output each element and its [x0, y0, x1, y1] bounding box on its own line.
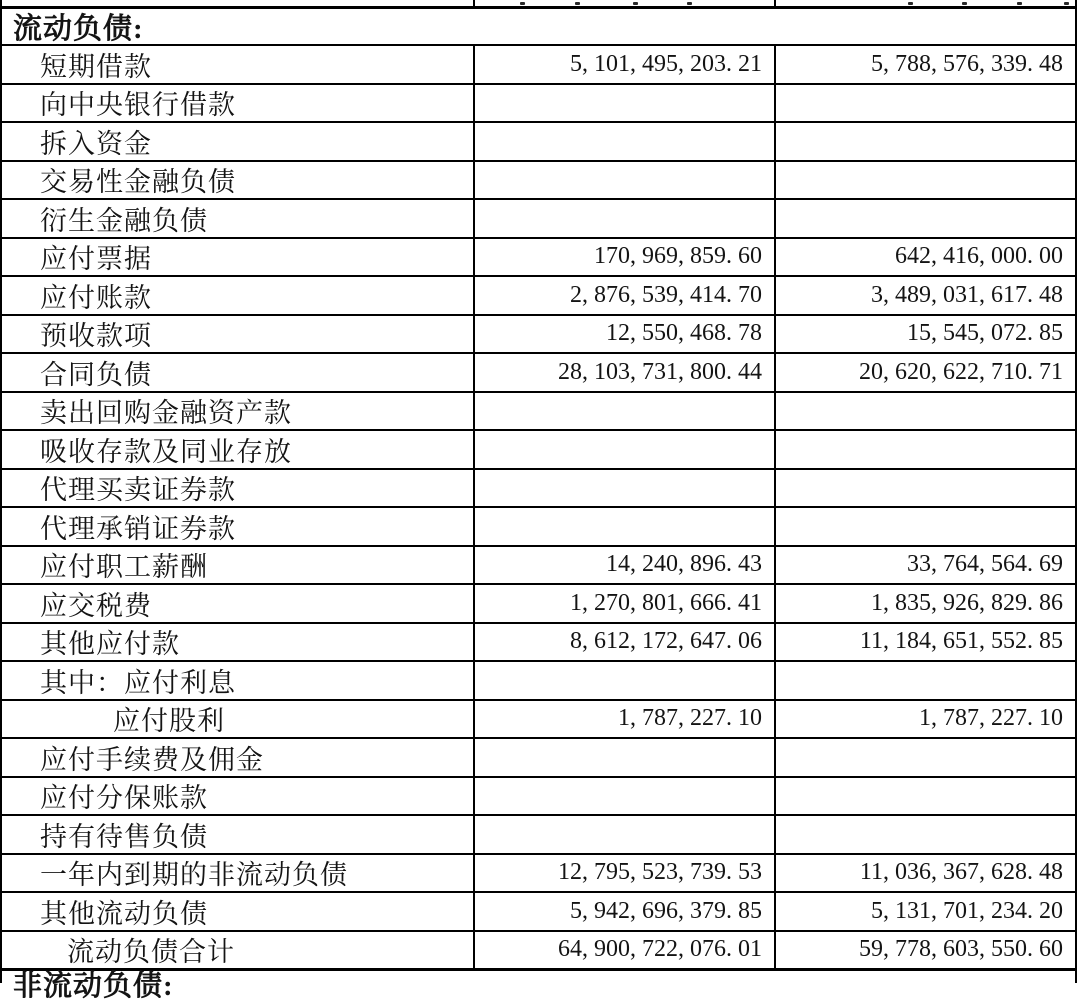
row-label: 一年内到期的非流动负债	[40, 860, 348, 891]
amount-col2	[774, 778, 1075, 815]
table-row	[2, 662, 1075, 701]
amount-col1	[473, 470, 774, 507]
table-row	[2, 701, 1075, 740]
amount-col1	[473, 816, 774, 853]
table-row	[2, 547, 1075, 586]
table-row	[2, 239, 1075, 278]
table-row	[2, 893, 1075, 932]
row-label: 合同负债	[40, 359, 152, 390]
amount-col1: 12, 795, 523, 739. 53	[473, 855, 774, 892]
amount-col1: 64, 900, 722, 076. 01	[473, 932, 774, 969]
table-row	[2, 624, 1075, 663]
amount-col2	[774, 200, 1075, 237]
row-label: 应付手续费及佣金	[40, 744, 264, 775]
table-row	[2, 816, 1075, 855]
amount-col2: 11, 184, 651, 552. 85	[774, 624, 1075, 661]
amount-col2	[774, 816, 1075, 853]
clipped-text-remnant	[520, 2, 525, 5]
row-label: 短期借款	[40, 51, 152, 82]
row-label: 持有待售负债	[40, 821, 208, 852]
table-row	[2, 277, 1075, 316]
amount-col2: 3, 489, 031, 617. 48	[774, 277, 1075, 314]
clipped-amount-cell-2	[774, 0, 1075, 6]
table-row	[2, 739, 1075, 778]
clipped-amount-cell-1	[473, 0, 774, 6]
amount-col2: 1, 835, 926, 829. 86	[774, 585, 1075, 622]
amount-col1	[473, 162, 774, 199]
amount-col2	[774, 431, 1075, 468]
section-header-label: 流动负债:	[13, 13, 144, 45]
amount-col2	[774, 393, 1075, 430]
amount-col2: 59, 778, 603, 550. 60	[774, 932, 1075, 969]
amount-col2: 5, 131, 701, 234. 20	[774, 893, 1075, 930]
clipped-text-remnant	[575, 2, 580, 5]
clipped-text-remnant	[1017, 2, 1022, 5]
amount-col2	[774, 162, 1075, 199]
amount-col2	[774, 739, 1075, 776]
next-section-header-row	[2, 970, 1075, 1002]
amount-col2	[774, 123, 1075, 160]
table-row	[2, 162, 1075, 201]
amount-col2: 33, 764, 564. 69	[774, 547, 1075, 584]
amount-col1: 12, 550, 468. 78	[473, 316, 774, 353]
amount-col2	[774, 85, 1075, 122]
amount-col2: 1, 787, 227. 10	[774, 701, 1075, 738]
row-label: 其他流动负债	[40, 898, 208, 929]
amount-col1	[473, 739, 774, 776]
row-label: 预收款项	[40, 321, 152, 352]
row-label: 应付账款	[40, 282, 152, 313]
amount-col2: 5, 788, 576, 339. 48	[774, 46, 1075, 83]
row-label: 其中：应付利息	[40, 667, 236, 698]
row-label: 衍生金融负债	[40, 205, 208, 236]
row-label: 应付票据	[40, 244, 152, 275]
row-label: 应交税费	[40, 590, 152, 621]
amount-col1	[473, 508, 774, 545]
amount-col2: 15, 545, 072. 85	[774, 316, 1075, 353]
table-row	[2, 393, 1075, 432]
table-row	[2, 85, 1075, 124]
amount-col2	[774, 662, 1075, 699]
amount-col1	[473, 85, 774, 122]
amount-col1: 14, 240, 896. 43	[473, 547, 774, 584]
amount-col1	[473, 200, 774, 237]
table-row	[2, 508, 1075, 547]
row-label: 向中央银行借款	[40, 90, 236, 121]
amount-col1	[473, 662, 774, 699]
amount-col2: 20, 620, 622, 710. 71	[774, 354, 1075, 391]
row-label: 拆入资金	[40, 128, 152, 159]
row-label: 吸收存款及同业存放	[40, 436, 292, 467]
row-label: 卖出回购金融资产款	[40, 398, 292, 429]
clipped-text-remnant	[908, 2, 913, 5]
table-row	[2, 123, 1075, 162]
row-label: 应付职工薪酬	[40, 552, 208, 583]
table-row	[2, 470, 1075, 509]
clipped-previous-row	[2, 0, 1075, 9]
clipped-text-remnant	[633, 2, 638, 5]
clipped-label-cell	[2, 0, 473, 6]
amount-col2	[774, 470, 1075, 507]
table-row	[2, 316, 1075, 355]
row-label: 交易性金融负债	[40, 167, 236, 198]
table-row	[2, 932, 1075, 971]
next-section-header-label: 非流动负债:	[13, 970, 174, 1002]
amount-col1	[473, 431, 774, 468]
row-label: 其他应付款	[40, 629, 180, 660]
table-row	[2, 200, 1075, 239]
amount-col1	[473, 778, 774, 815]
amount-col1: 5, 101, 495, 203. 21	[473, 46, 774, 83]
row-label: 应付股利	[113, 706, 225, 737]
table-body	[2, 46, 1075, 970]
row-label: 应付分保账款	[40, 783, 208, 814]
table-row	[2, 46, 1075, 85]
row-label: 流动负债合计	[67, 937, 235, 968]
row-label: 代理承销证券款	[40, 513, 236, 544]
table-row	[2, 431, 1075, 470]
amount-col2	[774, 508, 1075, 545]
amount-col1: 2, 876, 539, 414. 70	[473, 277, 774, 314]
table-row	[2, 855, 1075, 894]
amount-col1: 1, 270, 801, 666. 41	[473, 585, 774, 622]
amount-col1: 1, 787, 227. 10	[473, 701, 774, 738]
amount-col1: 170, 969, 859. 60	[473, 239, 774, 276]
table-row	[2, 354, 1075, 393]
amount-col1: 8, 612, 172, 647. 06	[473, 624, 774, 661]
table-row	[2, 778, 1075, 817]
table-row	[2, 585, 1075, 624]
section-header-row	[2, 9, 1075, 46]
clipped-text-remnant	[1064, 2, 1069, 5]
row-label: 代理买卖证券款	[40, 475, 236, 506]
clipped-text-remnant	[687, 2, 692, 5]
amount-col1	[473, 393, 774, 430]
amount-col2: 11, 036, 367, 628. 48	[774, 855, 1075, 892]
amount-col1: 5, 942, 696, 379. 85	[473, 893, 774, 930]
amount-col1: 28, 103, 731, 800. 44	[473, 354, 774, 391]
amount-col1	[473, 123, 774, 160]
clipped-text-remnant	[962, 2, 967, 5]
amount-col2: 642, 416, 000. 00	[774, 239, 1075, 276]
